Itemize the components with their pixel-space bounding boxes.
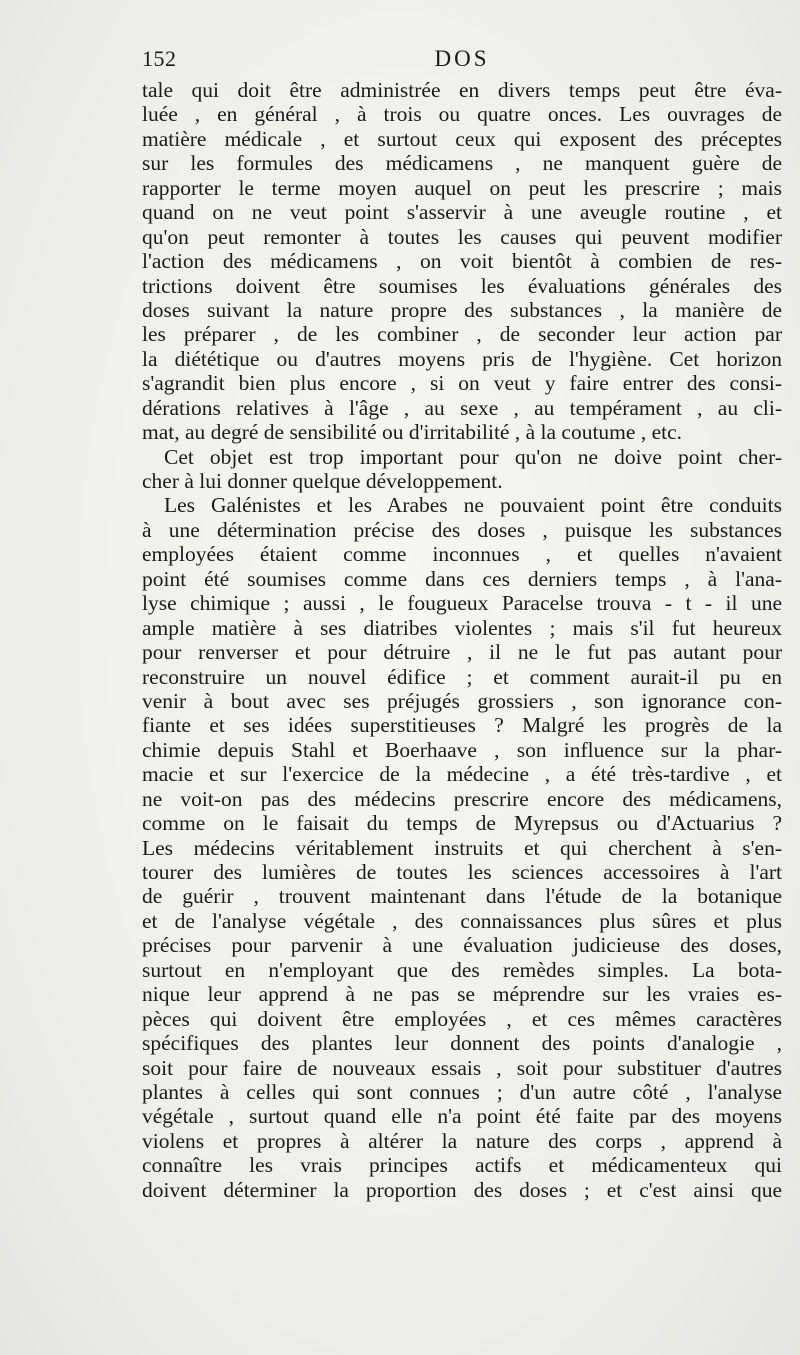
text-line: dérations relatives à l'âge , au sexe , au tempérament , au cli-: [142, 395, 782, 420]
text-line: plantes à celles qui sont connues ; d'un autre côté , l'analyse: [142, 1079, 782, 1104]
text-line: de guérir , trouvent maintenant dans l'étude de la botanique: [142, 884, 782, 909]
text-line: rapporter le terme moyen auquel on peut les prescrire ; mais: [142, 175, 782, 200]
text-line: qu'on peut remonter à toutes les causes qui peuvent modifier: [142, 224, 782, 249]
text-line: à une détermination précise des doses , puisque les substances: [142, 517, 782, 542]
text-line: s'agrandit bien plus encore , si on veut y faire entrer des consi-: [142, 371, 782, 396]
text-line: Les Galénistes et les Arabes ne pouvaient point être conduits: [164, 493, 782, 518]
text-line: tourer des lumières de toutes les sciences accessoires à l'art: [142, 860, 782, 884]
text-line: la diététique ou d'autres moyens pris de l'hygiène. Cet horizon: [142, 346, 782, 371]
text-line: violens et propres à altérer la nature des corps , apprend à: [142, 1128, 782, 1153]
text-line: surtout en n'employant que des remèdes simples. La bota-: [142, 957, 782, 982]
text-line: reconstruire un nouvel édifice ; et comment aurait-il pu en: [142, 664, 782, 689]
text-line: employées étaient comme inconnues , et quelles n'avaient: [142, 542, 782, 567]
text-line: matière médicale , et surtout ceux qui exposent des préceptes: [142, 126, 782, 151]
text-line: et de l'analyse végétale , des connaissances plus sûres et plus: [142, 908, 782, 933]
text-line: sur les formules des médicamens , ne manquent guère de: [142, 151, 782, 176]
paragraph: [142, 493, 782, 1202]
text-line: l'action des médicamens , on voit bientôt à combien de res-: [142, 249, 782, 274]
text-line: venir à bout avec ses préjugés grossiers , son ignorance con-: [142, 688, 782, 713]
text-line: ne voit-on pas des médecins prescrire encore des médicamens,: [142, 786, 782, 811]
text-line: pour renverser et pour détruire , il ne le fut pas autant pour: [142, 640, 782, 665]
text-line: macie et sur l'exercice de la médecine , a été très-tardive , et: [142, 762, 782, 787]
text-line: ample matière à ses diatribes violentes ; mais s'il fut heureux: [142, 615, 782, 640]
text-line: nique leur apprend à ne pas se méprendre sur les vraies es-: [142, 982, 782, 1007]
text-line: quand on ne veut point s'asservir à une aveugle routine , et: [142, 200, 782, 225]
text-line: connaître les vrais principes actifs et médicamenteux qui: [142, 1153, 782, 1178]
body-text: [142, 78, 782, 1202]
paragraph: [142, 78, 782, 445]
text-line: précises pour parvenir à une évaluation judicieuse des doses,: [142, 933, 782, 958]
text-line: doses suivant la nature propre des substances , la manière de: [142, 297, 782, 322]
text-line: chimie depuis Stahl et Boerhaave , son influence sur la phar-: [142, 737, 782, 762]
text-line: les préparer , de les combiner , de seconder leur action par: [142, 322, 782, 347]
text-line: végétale , surtout quand elle n'a point été faite par des moyens: [142, 1104, 782, 1129]
text-line: lyse chimique ; aussi , le fougueux Paracelse trouva - t - il une: [142, 591, 782, 616]
text-line: spécifiques des plantes leur donnent des points d'analogie ,: [142, 1031, 782, 1056]
text-line: comme on le faisait du temps de Myrepsus ou d'Actuarius ?: [142, 811, 782, 836]
text-line: fiante et ses idées superstitieuses ? Malgré les progrès de la: [142, 713, 782, 738]
text-line: trictions doivent être soumises les évaluations générales des: [142, 273, 782, 298]
running-head: DOS: [434, 46, 490, 71]
text-line: Les médecins véritablement instruits et qui cherchent à s'en-: [142, 835, 782, 860]
text-line: doivent déterminer la proportion des doses ; et c'est ainsi que: [142, 1177, 782, 1202]
text-line: mat, au degré de sensibilité ou d'irritabilité , à la coutume , etc.: [142, 420, 682, 445]
text-line: tale qui doit être administrée en divers temps peut être éva-: [142, 78, 782, 102]
text-line: Cet objet est trop important pour qu'on ne doive point cher-: [164, 444, 782, 469]
text-line: cher à lui donner quelque développement.: [142, 469, 503, 493]
text-line: soit pour faire de nouveaux essais , soit pour substituer d'autres: [142, 1055, 782, 1080]
page-header: [142, 46, 782, 78]
text-line: luée , en général , à trois ou quatre onces. Les ouvrages de: [142, 102, 782, 127]
text-line: point été soumises comme dans ces derniers temps , à l'ana-: [142, 566, 782, 591]
page-number: 152: [142, 46, 177, 71]
text-line: pèces qui doivent être employées , et ces mêmes caractères: [142, 1006, 782, 1031]
paragraph: [142, 445, 782, 494]
